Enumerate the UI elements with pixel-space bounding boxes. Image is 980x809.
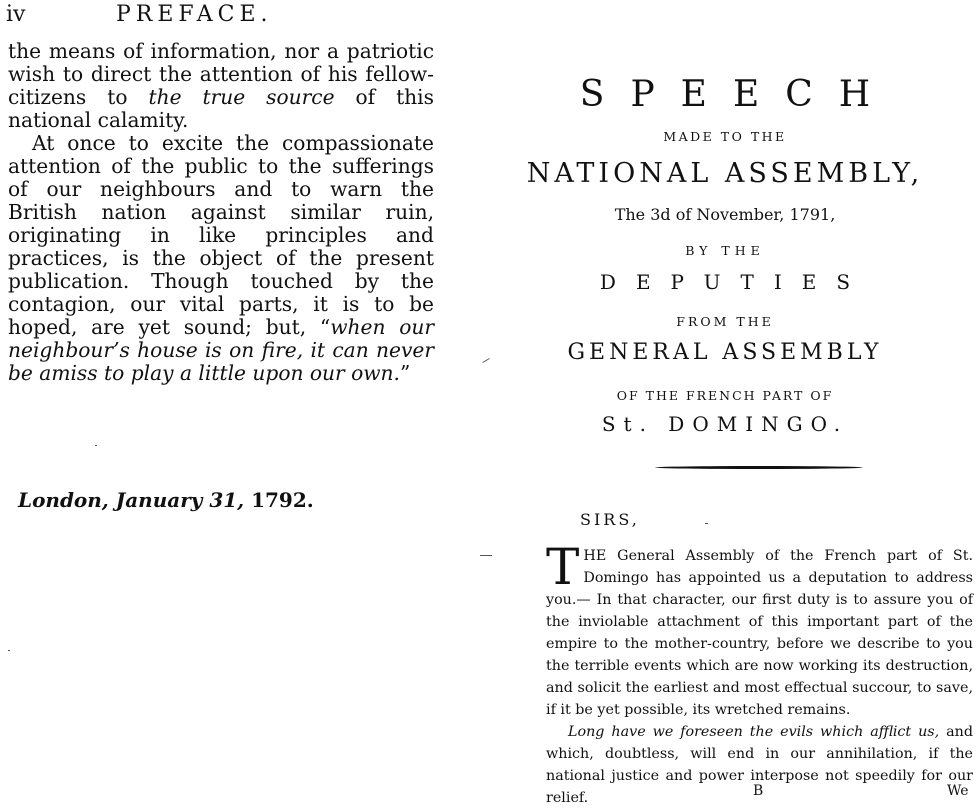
scan-speck — [95, 445, 97, 446]
speech-text — [546, 538, 973, 809]
catchword: We — [947, 783, 969, 799]
title-speech: SPEECH — [579, 74, 897, 115]
signature-year: 1792. — [251, 488, 314, 512]
speech-paragraph-1: THE General Assembly of the French part of St. Domingo has appointed us a deputation to address you.— In that character, our first duty is to assure you of the inviolable attachment of this important part of the empire to the mother-country, before we describe to you the terrible events which are now working its destruction, and solicit the earliest and most effectual succour, to save, if it be yet possible, its wretched remains. — [546, 538, 973, 718]
left-page — [0, 0, 470, 803]
title-national-assembly: NATIONAL ASSEMBLY, — [526, 158, 924, 189]
drop-cap: T — [546, 538, 580, 596]
signature-place-date: London, January 31, — [18, 488, 245, 512]
line-made-to-the: MADE TO THE — [663, 129, 787, 144]
line-date: The 3d of November, 1791, — [614, 205, 836, 224]
line-from-the: FROM THE — [676, 314, 774, 329]
line-by-the: BY THE — [685, 243, 765, 258]
signature-mark: B — [753, 783, 764, 799]
scan-speck — [705, 523, 708, 524]
line-french-part: OF THE FRENCH PART OF — [616, 388, 834, 403]
preface-signature — [18, 488, 314, 512]
scan-speck — [480, 555, 492, 556]
title-general-assembly: GENERAL ASSEMBLY — [567, 340, 883, 365]
page-number: iv — [6, 2, 26, 27]
preface-paragraph-2: At once to excite the compassionate attention of the public to the sufferings of our neighbours and to warn the British nation against similar ruin, originating in like principles and practices, is the object of the present publication. Though touched by the contagion, our vital parts, it is to be hoped, are yet sound; but, “when our neighbour’s house is on fire, it can never be amiss to play a little upon our own.” — [8, 131, 435, 385]
scan-speck — [8, 650, 10, 651]
title-deputies: DEPUTIES — [599, 270, 871, 294]
preface-text — [8, 40, 434, 385]
ornamental-rule — [655, 466, 863, 469]
running-title: PREFACE. — [116, 2, 273, 27]
preface-paragraph-1: the means of information, nor a patriotic wish to direct the attention of his fellow-citizens to the true source of this national calamity. — [8, 39, 434, 132]
salutation: SIRS, — [580, 510, 640, 529]
title-st-domingo: St. DOMINGO. — [601, 412, 849, 436]
speech-paragraph-2: Long have we foreseen the evils which afflict us, and which, doubtless, will end in our annihilation, if the national justice and power interpose not speedily for our relief. — [546, 724, 973, 806]
running-head — [6, 2, 273, 27]
right-page — [470, 0, 980, 806]
